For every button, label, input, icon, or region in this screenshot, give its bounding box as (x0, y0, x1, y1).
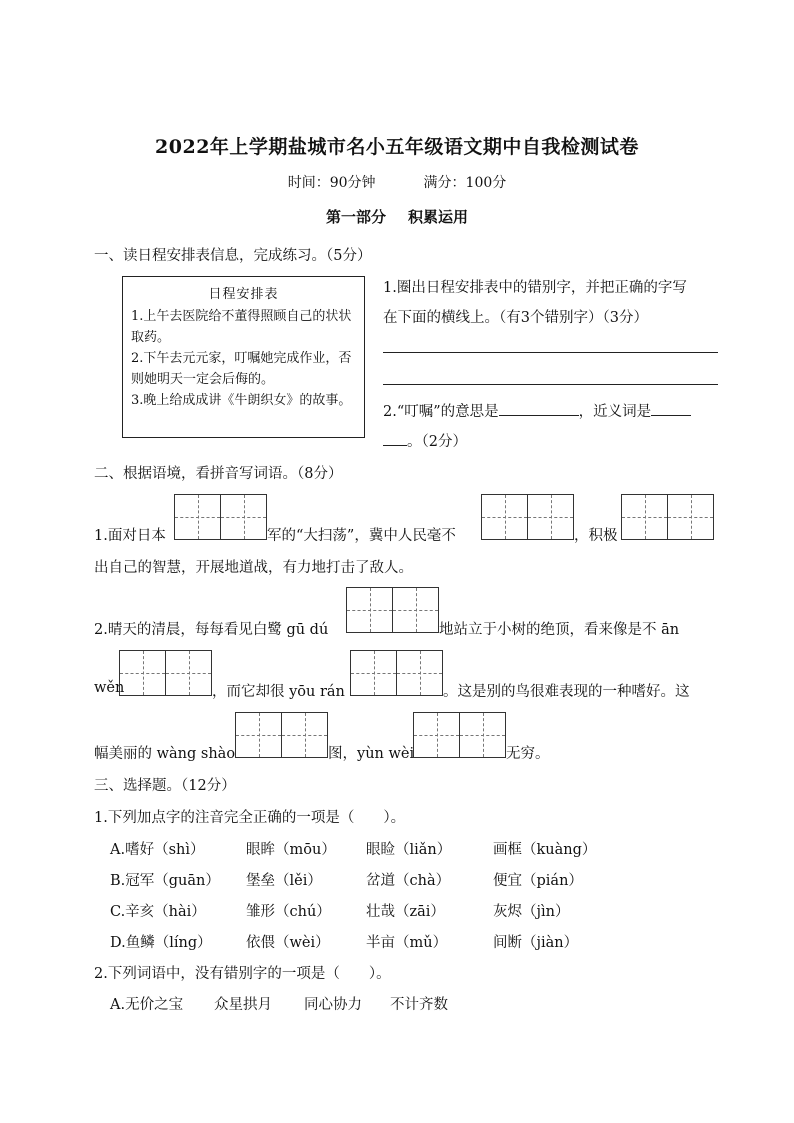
section-2-heading: 二、根据语境，看拼音写词语。（8分） (94, 466, 343, 482)
s1-q1-line1: 1.圈出日程安排表中的错别字，并把正确的字写 (383, 280, 687, 296)
part-heading: 第一部分 积累运用 (325, 208, 469, 226)
text-line: wěn (94, 680, 125, 696)
schedule-title: 日程安排表 (208, 287, 279, 302)
option-row[interactable]: A.嗜好（shì） 眼眸（mōu） 眼睑（liǎn） 画框（kuàng） (110, 842, 597, 858)
option-row[interactable]: C.辛亥（hài） 雏形（chú） 壮哉（zāi） 灰烬（jìn） (110, 904, 570, 920)
text-line: 图，yùn wèi (328, 746, 415, 762)
section-3-heading: 三、选择题。（12分） (94, 778, 236, 794)
answer-line[interactable] (383, 352, 718, 353)
text-line: 军的“大扫荡”，冀中人民毫不 (267, 528, 456, 544)
pinyin-grid[interactable] (174, 494, 267, 540)
meaning-blank[interactable] (499, 415, 579, 416)
option-row[interactable]: D.鱼鳞（líng） 依偎（wèi） 半亩（mǔ） 间断（jiàn） (110, 935, 579, 951)
pinyin-grid[interactable] (621, 494, 714, 540)
schedule-item: 2.下午去元元家，叮嘱她完成作业，否则她明天一定会后侮的。 (131, 351, 352, 387)
text-line: 无穷。 (506, 746, 550, 762)
answer-line[interactable] (383, 384, 718, 385)
s1-q2-line1: 2.“叮嘱”的意思是 ，近义词是 (383, 400, 691, 421)
s3-q1: 1.下列加点字的注音完全正确的一项是（ ）。 (94, 810, 406, 826)
text-line: ，积极 (574, 528, 618, 544)
pinyin-grid[interactable] (346, 587, 439, 633)
pinyin-grid[interactable] (350, 650, 443, 696)
pinyin-grid[interactable] (119, 650, 212, 696)
text-line: 1.面对日本 (94, 528, 166, 544)
exam-score: 满分：100分 (423, 175, 507, 191)
exam-meta (0, 172, 794, 192)
text-line: ，而它却很 yōu rán (212, 684, 345, 700)
schedule-item: 1.上午去医院给不董得照顾自己的状状取药。 (131, 309, 352, 345)
page-title: 2022年上学期盐城市名小五年级语文期中自我检测试卷 (155, 136, 639, 158)
s1-q1-line2: 在下面的横线上。（有3个错别字）（3分） (383, 310, 648, 326)
text-line: 。这是别的鸟很难表现的一种嗜好。这 (443, 684, 690, 700)
section-1-heading: 一、读日程安排表信息，完成练习。（5分） (94, 248, 372, 264)
pinyin-grid[interactable] (481, 494, 574, 540)
exam-time: 时间：90分钟 (287, 175, 376, 191)
synonym-blank[interactable] (651, 415, 691, 416)
schedule-box (122, 276, 365, 438)
s1-q2-line2: 。（2分） (383, 430, 467, 451)
text-line: 出自己的智慧，开展地道战，有力地打击了敌人。 (94, 560, 413, 576)
option-row[interactable]: B.冠军（guān） 堡垒（lěi） 岔道（chà） 便宜（pián） (110, 873, 583, 889)
synonym-blank-cont[interactable] (383, 445, 407, 446)
s3-q2: 2.下列词语中，没有错别字的一项是（ ）。 (94, 966, 391, 982)
option-row[interactable]: A.无价之宝 众星拱月 同心协力 不计齐数 (110, 997, 448, 1013)
text-line: 2.晴天的清晨，每每看见白鹭 gū dú (94, 622, 329, 638)
pinyin-grid[interactable] (413, 712, 506, 758)
schedule-item: 3.晚上给成成讲《牛朗织女》的故事。 (131, 393, 352, 408)
pinyin-grid[interactable] (235, 712, 328, 758)
text-line: 幅美丽的 wàng shào (94, 746, 236, 762)
text-line: 地站立于小树的绝顶，看来像是不 ān (439, 622, 680, 638)
